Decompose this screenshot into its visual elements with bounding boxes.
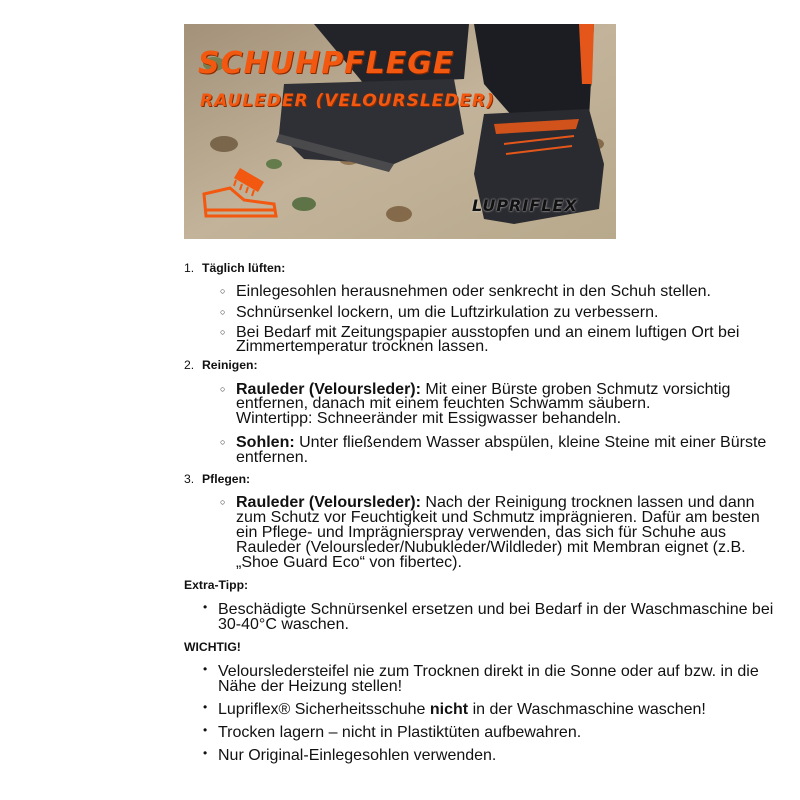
section-heading: Pflegen: [202, 472, 251, 486]
list-item-cont: Rauleder (Veloursleder/Nubukleder/Wildleder) mit Membran eignet (z.B. [236, 539, 746, 556]
list-item-cont: ein Pflege- und Imprägnierspray verwenden, das sich für Schuhe aus [236, 524, 727, 541]
list-item-cont: entfernen. [236, 449, 309, 466]
item-label: Rauleder (Veloursleder): [236, 381, 421, 398]
list-item-cont: 30-40°C waschen. [218, 616, 349, 633]
list-item: Bei Bedarf mit Zeitungspapier ausstopfen und an einem luftigen Ort bei [236, 324, 740, 341]
list-item: Beschädigte Schnürsenkel ersetzen und bei Bedarf in der Waschmaschine bei [218, 601, 774, 618]
list-item: Veloursledersteifel nie zum Trocknen direkt in die Sonne oder auf bzw. in die [218, 663, 759, 680]
banner-subtitle: RAULEDER (VELOURSLEDER) [200, 91, 495, 111]
list-item: Nur Original-Einlegesohlen verwenden. [218, 747, 497, 764]
item-text: Unter fließendem Wasser abspülen, kleine Steine mit einer Bürste [294, 434, 767, 451]
section-1 [184, 261, 194, 276]
circle-bullet-icon: ○ [220, 384, 226, 394]
section-number: 2. [184, 358, 195, 372]
banner-title: SCHUHPFLEGE [198, 46, 455, 81]
circle-bullet-icon: ○ [220, 327, 226, 337]
circle-bullet-icon: ○ [220, 437, 226, 447]
item-text: Nach der Reinigung trocknen lassen und dann [420, 494, 755, 511]
brand-logo: LUPRIFLEX [472, 196, 578, 215]
circle-bullet-icon: ○ [220, 286, 226, 296]
list-item: Schnürsenkel lockern, um die Luftzirkulation zu verbessern. [236, 304, 659, 321]
important-heading: WICHTIG! [184, 640, 241, 654]
circle-bullet-icon: ○ [220, 497, 226, 507]
shoe-brush-icon [200, 164, 280, 220]
list-item-cont: „Shoe Guard Eco“ von fibertec). [236, 554, 462, 571]
bullet-icon: • [203, 600, 208, 614]
section-number: 3. [184, 472, 195, 486]
item-label: Rauleder (Veloursleder): [236, 494, 421, 511]
list-item: Trocken lagern – nicht in Plastiktüten aufbewahren. [218, 724, 582, 741]
list-item: Einlegesohlen herausnehmen oder senkrecht in den Schuh stellen. [236, 283, 711, 300]
item-text: in der Waschmaschine waschen! [468, 701, 706, 718]
list-item-cont: Wintertipp: Schneeränder mit Essigwasser behandeln. [236, 410, 622, 427]
bullet-icon: • [203, 723, 208, 737]
list-item-cont: Zimmertemperatur trocknen lassen. [236, 338, 489, 355]
item-label: Sohlen: [236, 434, 295, 451]
circle-bullet-icon: ○ [220, 307, 226, 317]
bullet-icon: • [203, 700, 208, 714]
list-item [236, 434, 766, 452]
item-text: Mit einer Bürste groben Schmutz vorsichtig [420, 381, 731, 398]
extra-tip-heading: Extra-Tipp: [184, 578, 249, 592]
bullet-icon: • [203, 662, 208, 676]
list-item-cont: Nähe der Heizung stellen! [218, 678, 403, 695]
header-banner [184, 24, 616, 239]
section-heading: Täglich lüften: [202, 261, 286, 275]
bullet-icon: • [203, 746, 208, 760]
item-emphasis: nicht [429, 701, 469, 718]
item-text: Lupriflex® Sicherheitsschuhe [218, 701, 430, 718]
list-item [218, 701, 706, 719]
list-item-cont: entfernen, danach mit einem feuchten Schwamm säubern. [236, 395, 651, 412]
section-heading: Reinigen: [202, 358, 258, 372]
section-number: 1. [184, 261, 195, 275]
list-item-cont: zum Schutz vor Feuchtigkeit und Schmutz imprägnieren. Dafür am besten [236, 509, 760, 526]
